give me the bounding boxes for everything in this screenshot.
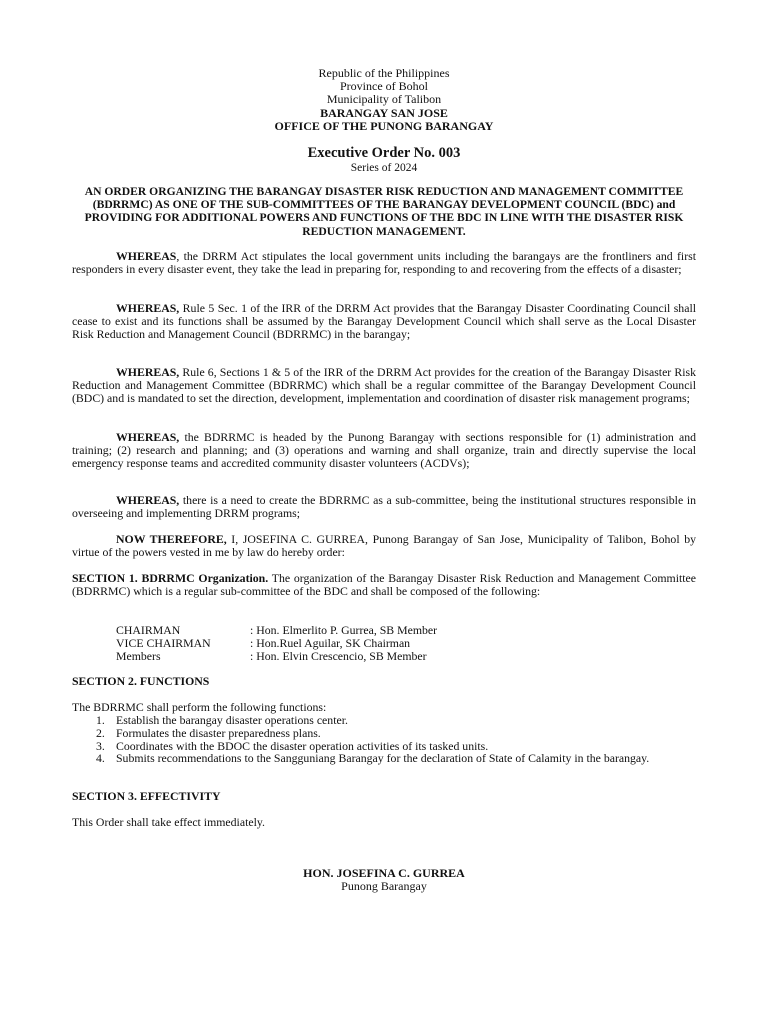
signature-block <box>0 867 768 893</box>
now-therefore-paragraph <box>72 533 696 559</box>
list-item-number: 2. <box>96 725 105 740</box>
list-item-text: Submits recommendations to the Sangguniang Barangay for the declaration of State of Calamity in the barangay. <box>116 751 650 766</box>
section-1-heading: SECTION 1. BDRRMC Organization. <box>72 571 269 585</box>
committee-row <box>116 650 437 663</box>
whereas-text: , the DRRM Act stipulates the local government units including the barangays are the frontliners and first responders in every disaster event, they take the lead in preparing for, responding to and recovering from the effects of a disaster; <box>72 249 696 276</box>
committee-member: : Hon.Ruel Aguilar, SK Chairman <box>250 636 411 651</box>
whereas-paragraph-3 <box>72 366 696 404</box>
order-main-title: AN ORDER ORGANIZING THE BARANGAY DISASTER RISK REDUCTION AND MANAGEMENT COMMITTEE (BDRRMC) AS ONE OF THE SUB-COMMITTEES OF THE BARANGAY DEVELOPMENT COUNCIL (BDC) and PROVIDING FOR ADDITIONAL POWERS AND FUNCTIONS OF THE BDC IN LINE WITH THE DISASTER RISK REDUCTION MANAGEMENT. <box>84 185 684 238</box>
list-item-text: Coordinates with the BDOC the disaster operation activities of its tasked units. <box>116 738 489 753</box>
list-item <box>72 752 696 765</box>
committee-member: : Hon. Elvin Crescencio, SB Member <box>250 649 427 664</box>
whereas-lead: WHEREAS, <box>116 430 180 444</box>
whereas-paragraph-5 <box>72 494 696 520</box>
section-2-intro: The BDRRMC shall perform the following functions: <box>72 700 327 714</box>
whereas-paragraph-1 <box>72 250 696 276</box>
header-province: Province of Bohol <box>340 79 428 94</box>
committee-role: Members <box>116 649 161 664</box>
list-item <box>72 727 696 740</box>
whereas-lead: WHEREAS, <box>116 301 180 315</box>
signatory-name: HON. JOSEFINA C. GURREA <box>303 866 465 880</box>
section-3-heading: SECTION 3. EFFECTIVITY <box>72 789 221 803</box>
whereas-text: the BDRRMC is headed by the Punong Barangay with sections responsible for (1) administration and training; (2) research and planning; and (3) operations and warning and shall organize, train and directly supervise the local emergency response teams and accredited community disaster volunteers (ACDVs); <box>72 430 696 470</box>
list-item-number: 4. <box>96 751 105 766</box>
order-title: Executive Order No. 003 <box>307 145 461 161</box>
order-series: Series of 2024 <box>350 162 418 174</box>
whereas-lead: WHEREAS, <box>116 493 180 507</box>
section-2-heading: SECTION 2. FUNCTIONS <box>72 674 210 688</box>
section-1-text: The organization of the Barangay Disaster Risk Reduction and Management Committee (BDRRMC) which is a regular sub-committee of the BDC and shall be composed of the following: <box>72 571 696 598</box>
now-therefore-lead: NOW THEREFORE, <box>116 532 227 546</box>
whereas-lead: WHEREAS <box>116 249 177 263</box>
list-item-number: 3. <box>96 738 105 753</box>
letterhead <box>0 67 768 133</box>
functions-list <box>72 714 696 765</box>
committee-member: : Hon. Elmerlito P. Gurrea, SB Member <box>250 623 438 637</box>
whereas-text: there is a need to create the BDRRMC as a sub-committee, being the institutional structures responsible in overseeing and implementing DRRM programs; <box>72 493 696 520</box>
list-item <box>72 714 696 727</box>
section-1-paragraph <box>72 572 696 598</box>
whereas-text: Rule 6, Sections 1 & 5 of the IRR of the DRRM Act provides for the creation of the Barangay Disaster Risk Reduction and Management Committee (BDRRMC) which shall be a regular committee of the Barangay Development Council (BDC) and is mandated to set the direction, development, implementation and coordination of disaster risk management programs; <box>72 365 696 405</box>
section-3-text: This Order shall take effect immediately. <box>72 815 265 829</box>
whereas-paragraph-2 <box>72 302 696 340</box>
whereas-text: Rule 5 Sec. 1 of the IRR of the DRRM Act provides that the Barangay Disaster Coordinating Council shall cease to exist and its functions shall be assumed by the Barangay Development Council which shall serve as the Local Disaster Risk Reduction and Management Council (BDRRMC) in the barangay; <box>72 301 696 341</box>
header-republic: Republic of the Philippines <box>318 66 450 80</box>
header-barangay: BARANGAY SAN JOSE <box>320 105 448 120</box>
list-item-text: Formulates the disaster preparedness plans. <box>116 725 321 740</box>
committee-role: CHAIRMAN <box>116 623 181 637</box>
committee-role: VICE CHAIRMAN <box>116 636 211 651</box>
header-municipality: Municipality of Talibon <box>326 92 442 107</box>
header-office: OFFICE OF THE PUNONG BARANGAY <box>274 118 494 133</box>
now-therefore-text: I, JOSEFINA C. GURREA, Punong Barangay of San Jose, Municipality of Talibon, Bohol by virtue of the powers vested in me by law do hereby order: <box>72 532 696 559</box>
committee-list <box>116 624 437 664</box>
signatory-title: Punong Barangay <box>341 879 427 894</box>
whereas-paragraph-4 <box>72 431 696 469</box>
list-item-number: 1. <box>96 713 105 727</box>
list-item-text: Establish the barangay disaster operations center. <box>116 713 348 727</box>
whereas-lead: WHEREAS, <box>116 365 180 379</box>
